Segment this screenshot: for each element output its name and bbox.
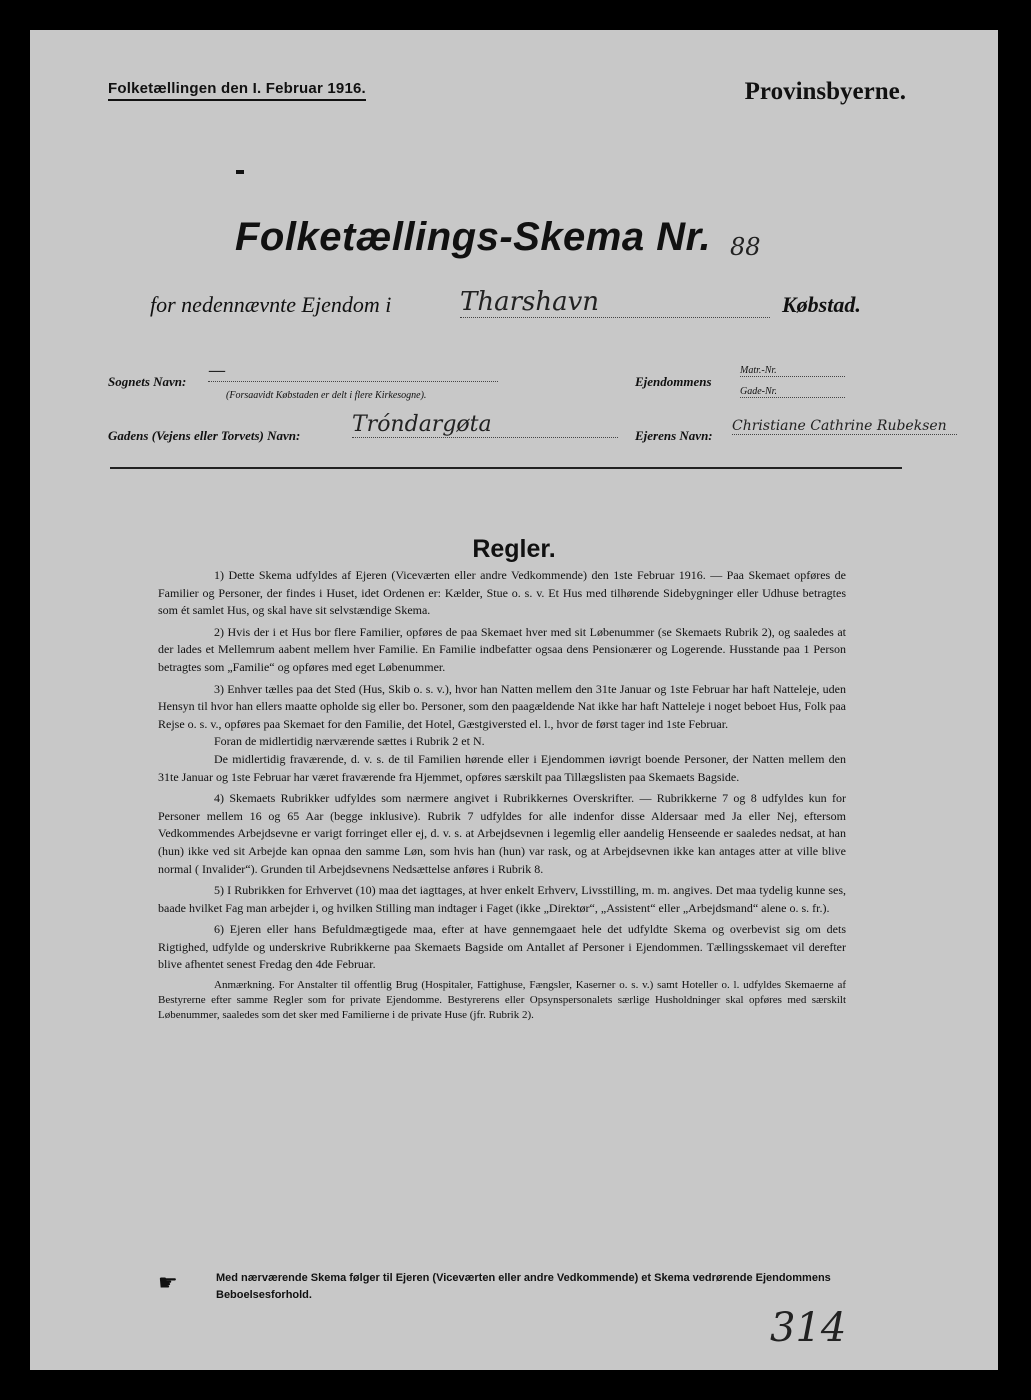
gade-label: Gadens (Vejens eller Torvets) Navn: [108,428,301,443]
pointing-hand-icon: ☛ [158,1270,178,1295]
census-header: Folketællingen den I. Februar 1916. [108,80,366,101]
rule-6: 6) Ejeren eller hans Befuldmægtigede maa, efter at have gennemgaaet hele det udfyldte Skema og overbevist sig om dets Rigtighed, udfylde og underskrive Rubrikkerne paa Skemaets Bagside om Antallet af Personer i Ejendommen. Tællingsskemaet vil derefter blive afhentet senest Fredag den 4de Februar. [158,922,846,972]
rule-3-fravaerende: De midlertidig fraværende, d. v. s. de til Familien hørende eller i Ejendommen iøvrigt boende Personer, der Natten mellem den 31te Januar og 1ste Februar har været fraværende fra Hjemmet, opføres særskilt paa Tillægslisten paa Skemaets Bagside. [158,751,846,784]
mark-dash [236,170,244,174]
sogn-note: (Forsaavidt Købstaden er delt i flere Kirkesogne). [226,390,427,401]
sogn-value: — [208,360,498,382]
rules-text [158,567,846,1027]
rules-heading: Regler. [472,535,556,563]
rule-3-foran: Foran de midlertidig nærværende sættes i Rubrik 2 et N. [214,734,485,749]
gade-value: Tróndargøta [352,412,618,438]
rule-4: 4) Skemaets Rubrikker udfyldes som nærmere angivet i Rubrikkernes Overskrifter. — Rubrikkerne 7 og 8 udfyldes kun for Personer mellem 16 og 65 Aar (begge inklusive). Rubrik 7 udfyldes for alle indenfor disse Aldersaar med Ja eller Nej, eftersom Vedkommendes Arbejdsevne er varigt forringet eller ej, d. v. s. at Arbejdsevnen i legemlig eller aandelig Henseende er saaledes nedsat, at han (hun) ikke ved sit Arbejde kan opnaa den samme Løn, som hvis han (hun) var rask, og at Arbejdsevnen ikke kan antages atter at ville blive normal ( Invalider“). Grunden til Arbejdsevnens Nedsættelse anføres i Rubrik 8. [158,791,846,876]
rule-3: 3) Enhver tælles paa det Sted (Hus, Skib o. s. v.), hvor han Natten mellem den 31te Januar og 1ste Februar har haft Natteleje, uden Hensyn til hvor han ellers maatte opholde sig eller bo. Personer, som den paagældende Nat ikke har haft Natteleje i noget beboet Hus, Folk paa Rejse o. s. v., opføres paa Skemaet for den Familie, det Hotel, Gæstgiversted el. l., hvor de først tager ind 1ste Februar. [158,681,846,731]
census-form-page [30,30,998,1370]
property-prefix: for nedennævnte Ejendom i [150,292,392,317]
rule-1: 1) Dette Skema udfyldes af Ejeren (Viceværten eller andre Vedkommende) den 1ste Februar 1916. — Paa Skemaet opføres de Familier og Personer, der findes i Huset, idet Ordenen er: Kælder, Stue o. s. v. Et Hus med tilhørende Sidebygninger eller Udhuse betragtes som ét samlet Hus, og skal have sit selvstændige Skema. [158,568,846,618]
bottom-note: Med nærværende Skema følger til Ejeren (Viceværten eller andre Vedkommende) et Skema vedrørende Ejendommens Beboelsesforhold. [216,1272,831,1301]
region-header: Provinsbyerne. [744,78,906,105]
page-number-handwritten: 314 [770,1305,847,1351]
ejer-label: Ejerens Navn: [635,428,713,443]
matr-label: Matr.-Nr. [740,365,845,377]
town-handwritten: Tharshavn [460,287,770,318]
sogn-label: Sognets Navn: [108,374,187,389]
property-suffix: Købstad. [782,292,861,317]
gade-nr-label: Gade-Nr. [740,386,845,398]
ejer-value: Christiane Cathrine Rubeksen [732,418,957,435]
ejendom-label: Ejendommens [635,374,712,389]
rule-2: 2) Hvis der i et Hus bor flere Familier, opføres de paa Skemaet hver med sit Løbenummer (se Skemaets Rubrik 2), og saaledes at der lades et Mellemrum aabent mellem hver Familie. En Familie indbefatter ogsaa dens Pensionærer og Logerende. Husstande paa 1 Person betragtes som „Familie“ og opføres med eget Løbenummer. [158,624,846,674]
rule-5: 5) I Rubrikken for Erhvervet (10) maa det iagttages, at hver enkelt Erhverv, Livsstilling, m. m. angives. Det maa tydelig kunne ses, baade hvilket Fag man arbejder i, og hvilken Stilling man indtager i Faget (ikke „Direktør“, „Assistent“ eller „Arbejdsmand“ alene o. s. fr.). [158,883,846,915]
form-number-handwritten: 88 [730,233,761,261]
form-title: Folketællings-Skema Nr. [235,215,712,259]
section-divider [110,467,902,469]
rule-anmaerkning: Anmærkning. For Anstalter til offentlig Brug (Hospitaler, Fattighuse, Fængsler, Kaserner o. s. v.) samt Hoteller o. l. udfyldes Skemaerne af Bestyrerne efter samme Regler som for private Ejendomme. Bestyrerens eller Opsynspersonalets særlige Husholdninger skal opføres med særskilt Løbenummer, saaledes som det sker med Familierne i de private Huse (jfr. Rubrik 2). [158,979,846,1022]
